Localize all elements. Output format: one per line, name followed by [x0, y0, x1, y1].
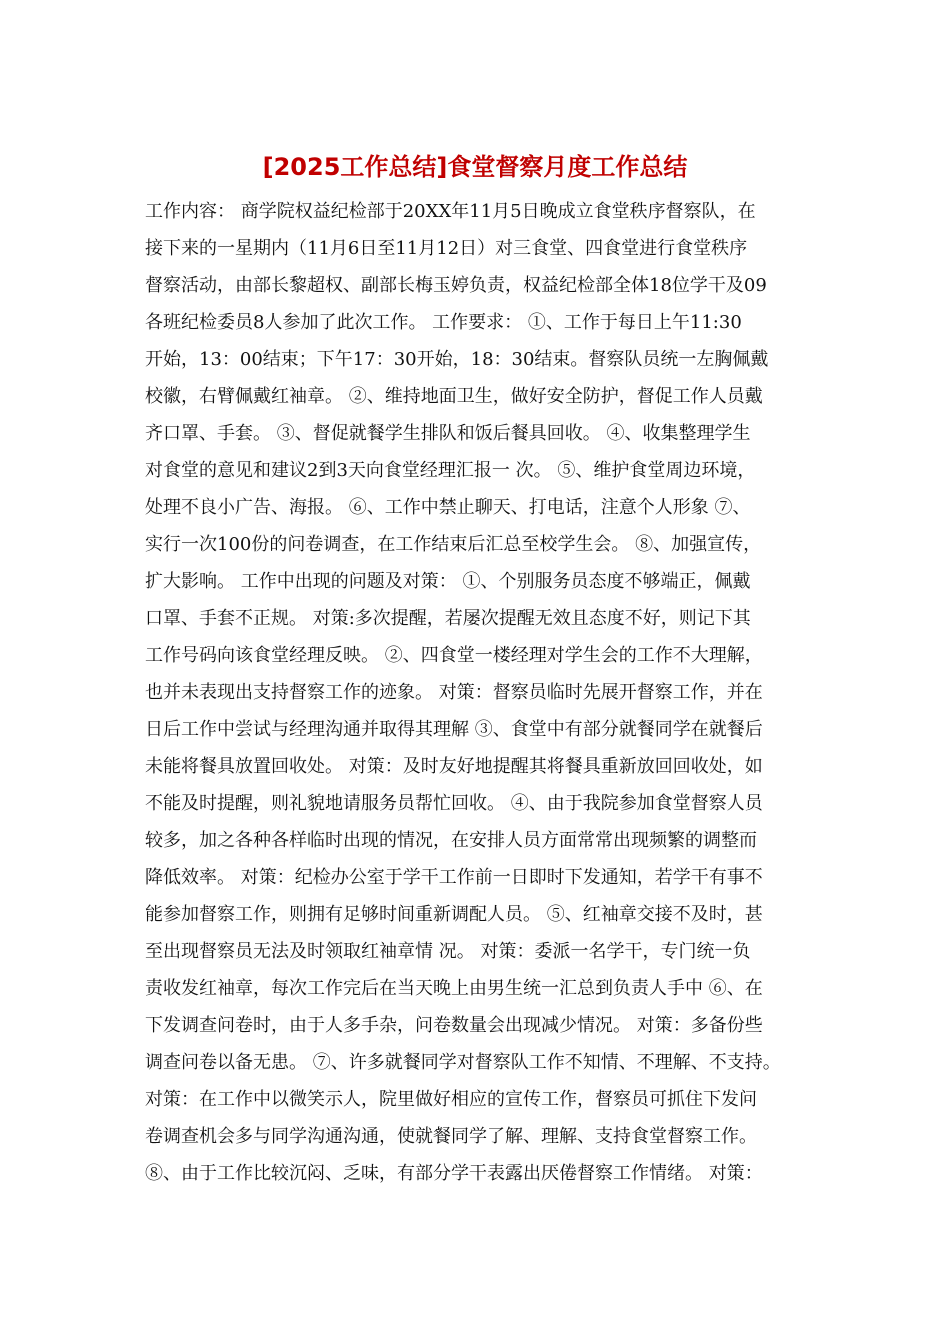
body-line: 卷调查机会多与同学沟通沟通，使就餐同学了解、理解、支持食堂督察工作。: [145, 1126, 757, 1147]
body-line: 对策：在工作中以微笑示人，院里做好相应的宣传工作，督察员可抓住下发问: [145, 1089, 757, 1110]
body-line: 也并未表现出支持督察工作的迹象。 对策：督察员临时先展开督察工作，并在: [145, 682, 763, 703]
document-body: [145, 197, 825, 1196]
body-line: 接下来的一星期内（11月6日至11月12日）对三食堂、四食堂进行食堂秩序: [145, 238, 748, 259]
body-line: 各班纪检委员8人参加了此次工作。 工作要求： ①、工作于每日上午11:30: [145, 312, 742, 333]
body-line: 至出现督察员无法及时领取红袖章情 况。 对策：委派一名学干，专门统一负: [145, 941, 751, 962]
body-line: 日后工作中尝试与经理沟通并取得其理解 ③、食堂中有部分就餐同学在就餐后: [145, 719, 763, 740]
document-title: [2025工作总结]食堂督察月度工作总结: [262, 153, 688, 181]
body-line: ⑧、由于工作比较沉闷、乏味，有部分学干表露出厌倦督察工作情绪。 对策：: [145, 1163, 763, 1184]
body-line: 齐口罩、手套。 ③、督促就餐学生排队和饭后餐具回收。 ④、收集整理学生: [145, 423, 751, 444]
body-line: 实行一次100份的问卷调查，在工作结束后汇总至校学生会。 ⑧、加强宣传，: [145, 534, 762, 555]
body-line: 能参加督察工作，则拥有足够时间重新调配人员。 ⑤、红袖章交接不及时，甚: [145, 904, 763, 925]
body-line: 降低效率。 对策：纪检办公室于学干工作前一日即时下发通知，若学干有事不: [145, 867, 763, 888]
body-line: 口罩、手套不正规。 对策:多次提醒，若屡次提醒无效且态度不好，则记下其: [145, 608, 751, 629]
body-line: 扩大影响。 工作中出现的问题及对策： ①、个别服务员态度不够端正，佩戴: [145, 571, 751, 592]
body-line: 下发调查问卷时，由于人多手杂，问卷数量会出现减少情况。 对策：多备份些: [145, 1015, 763, 1036]
body-line: 开始，13：00结束；下午17：30开始，18：30结束。督察队员统一左胸佩戴: [145, 349, 769, 370]
body-line: 督察活动，由部长黎超权、副部长梅玉婷负责，权益纪检部全体18位学干及09: [145, 275, 767, 296]
body-line: 较多，加之各种各样临时出现的情况，在安排人员方面常常出现频繁的调整而: [145, 830, 757, 851]
body-line: 校徽，右臂佩戴红袖章。 ②、维持地面卫生，做好安全防护，督促工作人员戴: [145, 386, 763, 407]
body-line: 对食堂的意见和建议2到3天向食堂经理汇报一 次。 ⑤、维护食堂周边环境，: [145, 460, 756, 481]
body-line: 处理不良小广告、海报。 ⑥、工作中禁止聊天、打电话，注意个人形象 ⑦、: [145, 497, 751, 518]
body-line: 调查问卷以备无患。 ⑦、许多就餐同学对督察队工作不知情、不理解、不支持。: [145, 1052, 781, 1073]
body-line: 工作内容： 商学院权益纪检部于20XX年11月5日晚成立食堂秩序督察队，在: [145, 201, 756, 222]
body-line: 未能将餐具放置回收处。 对策：及时友好地提醒其将餐具重新放回回收处，如: [145, 756, 763, 777]
body-line: 责收发红袖章，每次工作完后在当天晚上由男生统一汇总到负责人手中 ⑥、在: [145, 978, 763, 999]
body-line: 工作号码向该食堂经理反映。 ②、四食堂一楼经理对学生会的工作不大理解，: [145, 645, 763, 666]
body-line: 不能及时提醒，则礼貌地请服务员帮忙回收。 ④、由于我院参加食堂督察人员: [145, 793, 763, 814]
